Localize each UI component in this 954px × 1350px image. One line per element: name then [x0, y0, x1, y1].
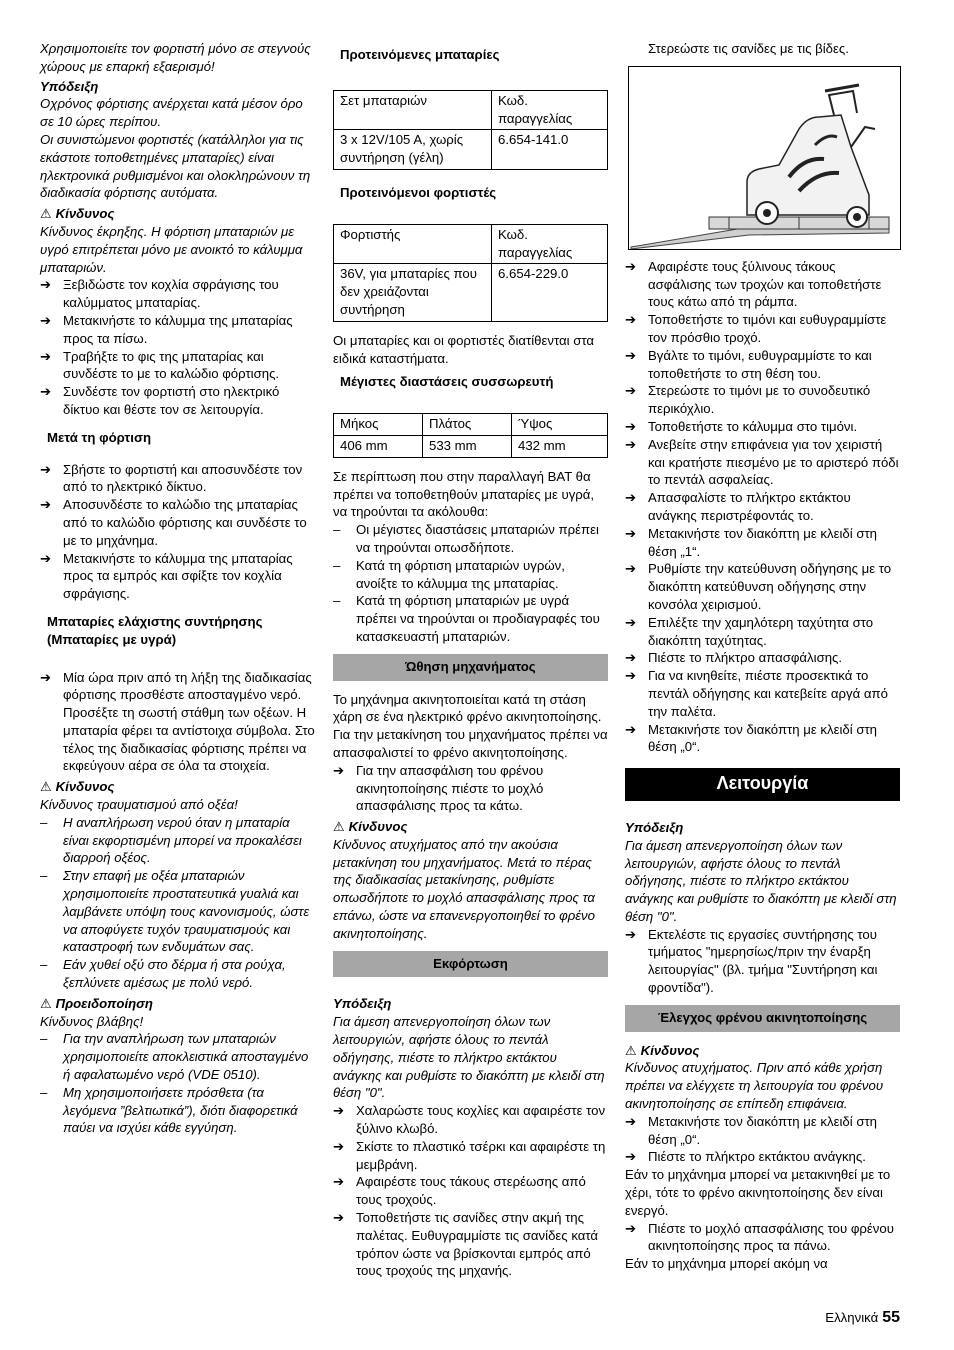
- note-text: Οχρόνος φόρτισης ανέρχεται κατά μέσον όρο σε 10 ώρες περίπου.: [40, 96, 303, 130]
- arrow-icon: ➔: [625, 525, 637, 541]
- danger-text: Κίνδυνος ατυχήματος από την ακούσια μετακίνηση του μηχανήματος. Μετά το πέρας της διαδικασίας μετακίνησης, ρυθμίστε οπωσδήποτε το μοχλό απασφάλισης προς τα επάνω, ώστε να επανενεργοποιηθεί το φρένο ακινητοποίησης.: [333, 836, 595, 941]
- fix-boards-text: Στερεώστε τις σανίδες με τις βίδες.: [648, 41, 849, 56]
- page-number: 55: [882, 1309, 900, 1326]
- dash-text: Στην επαφή με οξέα μπαταριών χρησιμοποιείτε προστατευτικά γυαλιά και λαμβάνετε υπόψη τους κανονισμούς, ώστε να αποφύγετε τυχόν τραυματισμούς και καταστροφή των ενδυμάτων σας.: [63, 868, 310, 955]
- table-cell: 406 mm: [334, 435, 423, 457]
- step: [333, 1138, 608, 1174]
- arrow-icon: ➔: [40, 277, 52, 293]
- note-label: Υπόδειξη: [333, 996, 392, 1012]
- dash-icon: –: [333, 522, 341, 538]
- table-row: [334, 414, 608, 436]
- step-text: Για την απασφάλιση του φρένου ακινητοποίησης πιέστε το μοχλό απασφάλισης προς τα κάτω.: [356, 762, 544, 814]
- table-cell: Σετ μπαταριών: [334, 90, 492, 130]
- arrow-icon: ➔: [625, 721, 637, 737]
- step: [40, 550, 315, 603]
- dash-item: [40, 867, 315, 956]
- table-cell: Πλάτος: [423, 414, 512, 436]
- step: [625, 525, 900, 561]
- arrow-icon: ➔: [625, 258, 637, 274]
- table-row: [334, 130, 608, 170]
- step: [40, 383, 315, 419]
- step: [625, 311, 900, 347]
- column-3: [625, 40, 900, 1273]
- arrow-icon: ➔: [333, 1103, 345, 1119]
- step: [625, 1220, 900, 1256]
- table-cell: Μήκος: [334, 414, 423, 436]
- arrow-icon: ➔: [625, 347, 637, 363]
- step-text: Για να κινηθείτε, πιέστε προσεκτικά το πεντάλ οδήγησης και κατεβείτε αργά από την παλέτα.: [648, 668, 888, 719]
- step: [625, 926, 900, 997]
- step-text: Τραβήξτε το φις της μπαταρίας και συνδέστε το με το καλώδιο φόρτισης.: [63, 348, 280, 382]
- step-text: Βγάλτε το τιμόνι, ευθυγραμμίστε το και τοποθετήστε το στη θέση του.: [648, 347, 872, 381]
- chargers-heading: Προτεινόμενοι φορτιστές: [340, 184, 497, 200]
- arrow-icon: ➔: [40, 384, 52, 400]
- step-text: Χαλαρώστε τους κοχλίες και αφαιρέστε τον ξύλινο κλωβό.: [356, 1103, 606, 1137]
- push-text: Το μηχάνημα ακινητοποιείται κατά τη στάση χάρη σε ένα ηλεκτρικό φρένο ακινητοποίησης. Για την μετακίνηση του μηχανήματος πρέπει να απασφαλιστεί το φρένο ακινητοποίησης.: [333, 691, 608, 760]
- step: [625, 721, 900, 757]
- note-text-2: Οι συνιστώμενοι φορτιστές (κατάλληλοι για τις εκάστοτε τοποθετημένες μπαταρίες) είναι ηλεκτρονικά ρυθμισμένοι και ολοκληρώνουν τη διαδικασία φόρτισης αυτόματα.: [40, 131, 311, 201]
- warning-icon: ⚠: [333, 819, 345, 835]
- arrow-icon: ➔: [625, 436, 637, 452]
- step: [40, 276, 315, 312]
- step: [333, 1209, 608, 1280]
- step: [625, 489, 900, 525]
- arrow-icon: ➔: [40, 497, 52, 513]
- step-text: Ανεβείτε στην επιφάνεια για τον χειριστή και κρατήστε πιεσμένο με το αριστερό πόδι το πεντάλ ασφαλείας.: [648, 436, 899, 488]
- arrow-icon: ➔: [333, 1210, 345, 1226]
- table-row: [334, 224, 608, 264]
- availability-text: Οι μπαταρίες και οι φορτιστές διατίθενται στα ειδικά καταστήματα.: [333, 332, 594, 366]
- dash-icon: –: [40, 1031, 48, 1047]
- step-text: Ρυθμίστε την κατεύθυνση οδήγησης με το διακόπτη κατεύθυνση οδήγησης στην κονσόλα χειρισμού.: [648, 561, 892, 612]
- parking-brake-check-section-bar: Έλεγχος φρένου ακινητοποίησης: [625, 1005, 900, 1032]
- step: [625, 418, 900, 436]
- step-text: Απασφαλίστε το πλήκτρο εκτάκτου ανάγκης περιστρέφοντάς το.: [648, 490, 851, 523]
- dimensions-heading: Μέγιστες διαστάσεις συσσωρευτή: [340, 374, 554, 390]
- danger-text: Κίνδυνος έκρηξης. Η φόρτιση μπαταριών με υγρό επιτρέπεται μόνο με ανοικτό το κάλυμμα μπαταριών.: [40, 223, 303, 275]
- dash-icon: –: [40, 814, 48, 830]
- arrow-icon: ➔: [40, 348, 52, 364]
- unloading-section-bar: Εκφόρτωση: [333, 951, 608, 978]
- dash-icon: –: [40, 1084, 48, 1100]
- dash-text: Οι μέγιστες διαστάσεις μπαταριών πρέπει να τηρούνται οπωσδήποτε.: [356, 522, 599, 555]
- danger-label: Κίνδυνος: [55, 206, 115, 222]
- step-text: Πιέστε το μοχλό απασφάλισης του φρένου ακινητοποίησης προς τα πάνω.: [648, 1220, 894, 1254]
- arrow-icon: ➔: [625, 668, 637, 684]
- arrow-icon: ➔: [40, 312, 52, 328]
- step-text: Τοποθετήστε τις σανίδες στην ακμή της παλέτας. Ευθυγραμμίστε τις σανίδες κατά τρόπον ώστε να βρίσκονται εμπρός από τους τροχούς της μηχανής.: [356, 1210, 599, 1279]
- danger-text: Κίνδυνος ατυχήματος. Πριν από κάθε χρήση πρέπει να ελέγχετε τη λειτουργία του φρένου ακινητοποίησης σε επίπεδη επιφάνεια.: [625, 1060, 884, 1112]
- dash-text: Κατά τη φόρτιση μπαταριών υγρών, ανοίξτε το κάλυμμα της μπαταρίας.: [356, 557, 565, 591]
- brake-text: Εάν το μηχάνημα μπορεί να μετακινηθεί με το χέρι, τότε το φρένο ακινητοποίησης δεν είναι ενεργό.: [625, 1167, 891, 1218]
- danger-heading: [625, 1042, 900, 1060]
- dash-text: Κατά τη φόρτιση μπαταριών με υγρά πρέπει να τηρούνται οι προδιαγραφές του κατασκευαστή μπαταριών.: [356, 593, 600, 644]
- step-text: Μετακινήστε το κάλυμμα της μπαταρίας προς τα πίσω.: [63, 312, 293, 346]
- step-text: Μετακινήστε τον διακόπτη με κλειδί στη θέση „0“.: [648, 721, 878, 755]
- low-maintenance-heading: [47, 613, 315, 649]
- warning-icon: ⚠: [40, 206, 52, 222]
- step-text: Μετακινήστε τον διακόπτη με κλειδί στη θέση „1“.: [648, 525, 878, 559]
- arrow-icon: ➔: [625, 1220, 637, 1236]
- step-text: Εκτελέστε τις εργασίες συντήρησης του τμήματος "ημερησίως/πριν την έναρξη λειτουργίας" (βλ. τμήμα "Συντήρηση και φροντίδα").: [648, 926, 878, 996]
- step: [40, 496, 315, 549]
- arrow-icon: ➔: [40, 550, 52, 566]
- column-1: [40, 40, 315, 1137]
- step-text: Μετακινήστε τον διακόπτη με κλειδί στη θέση „0“.: [648, 1113, 878, 1147]
- step: [625, 347, 900, 383]
- step: [625, 614, 900, 650]
- dash-item: [40, 1084, 315, 1137]
- step-text: Πιέστε το πλήκτρο απασφάλισης.: [648, 650, 843, 666]
- arrow-icon: ➔: [333, 762, 345, 778]
- step: [40, 461, 315, 497]
- batteries-table: [333, 90, 608, 170]
- table-cell: Φορτιστής: [334, 224, 492, 264]
- dash-item: [333, 521, 608, 557]
- caution-heading: [40, 995, 315, 1013]
- dash-item: [333, 592, 608, 645]
- dash-item: [333, 557, 608, 593]
- danger-heading: [40, 205, 315, 223]
- arrow-icon: ➔: [625, 650, 637, 666]
- arrow-icon: ➔: [625, 418, 637, 434]
- arrow-icon: ➔: [625, 312, 637, 328]
- danger-label: Κίνδυνος: [348, 819, 408, 835]
- table-cell: 533 mm: [423, 435, 512, 457]
- step: [625, 382, 900, 418]
- danger-heading: [333, 818, 608, 836]
- dash-icon: –: [40, 957, 48, 973]
- machine-unloading-figure: [628, 66, 901, 250]
- note-label: Υπόδειξη: [625, 819, 684, 835]
- arrow-icon: ➔: [625, 490, 637, 506]
- step: [40, 348, 315, 384]
- step: [625, 1148, 900, 1166]
- table-cell: 3 x 12V/105 A, χωρίς συντήρηση (γέλη): [334, 130, 492, 170]
- warning-icon: ⚠: [625, 1042, 637, 1058]
- arrow-icon: ➔: [625, 1149, 637, 1165]
- arrow-icon: ➔: [333, 1174, 345, 1190]
- step-text: Τοποθετήστε το κάλυμμα στο τιμόνι.: [648, 418, 858, 434]
- chargers-table: [333, 224, 608, 322]
- step: [625, 560, 900, 613]
- intro-text: Χρησιμοποιείτε τον φορτιστή μόνο σε στεγνούς χώρους με επαρκή εξαερισμό!: [40, 41, 311, 74]
- arrow-icon: ➔: [40, 669, 52, 685]
- arrow-icon: ➔: [625, 614, 637, 630]
- step-text: Συνδέστε τον φορτιστή στο ηλεκτρικό δίκτυο και θέστε τον σε λειτουργία.: [63, 384, 280, 417]
- dash-icon: –: [40, 868, 48, 884]
- step-text: Πιέστε το πλήκτρο εκτάκτου ανάγκης.: [648, 1149, 866, 1165]
- arrow-icon: ➔: [333, 1138, 345, 1154]
- table-row: [334, 264, 608, 321]
- warning-icon: ⚠: [40, 779, 52, 795]
- table-cell: 36V, για μπαταρίες που δεν χρειάζονται συντήρηση: [334, 264, 492, 321]
- arrow-icon: ➔: [625, 561, 637, 577]
- step: [333, 1102, 608, 1138]
- dash-item: [40, 814, 315, 867]
- heading-line-2: (Μπαταρίες με υγρά): [47, 631, 177, 647]
- table-cell: Ύψος: [512, 414, 608, 436]
- arrow-icon: ➔: [625, 383, 637, 399]
- step-text: Στερεώστε το τιμόνι με το συνοδευτικό περικόχλιο.: [648, 383, 871, 417]
- step-text: Αφαιρέστε τους ξύλινους τάκους ασφάλισης των τροχών και τοποθετήστε τους κάτω από τη ράμπα.: [648, 258, 882, 310]
- push-machine-section-bar: Ώθηση μηχανήματος: [333, 654, 608, 681]
- operation-section-bar: Λειτουργία: [625, 768, 900, 801]
- step-text: Επιλέξτε την χαμηλότερη ταχύτητα στο διακόπτη ταχύτητας.: [648, 614, 874, 648]
- step-text: Μία ώρα πριν από τη λήξη της διαδικασίας φόρτισης προσθέστε αποσταγμένο νερό. Προσέξτε τη σωστή στάθμη των οξέων. Η μπαταρία φέρει τα αντίστοιχα σύμβολα. Στο τέλος της διαδικασίας φόρτισης πρέπει να εκφεύγουν αέρα σε όλα τα στοιχεία.: [63, 669, 315, 774]
- step: [625, 258, 900, 311]
- batteries-heading: Προτεινόμενες μπαταρίες: [340, 47, 500, 62]
- dash-item: [40, 956, 315, 992]
- dash-text: Για την αναπλήρωση των μπαταριών χρησιμοποιείτε αποκλειστικά αποσταγμένο ή αφαλατωμένο νερό (VDE 0510).: [63, 1031, 309, 1083]
- after-charging-heading: Μετά τη φόρτιση: [47, 429, 152, 445]
- step-text: Ξεβιδώστε τον κοχλία σφράγισης του καλύμματος μπαταρίας.: [63, 277, 279, 311]
- dash-text: Η αναπλήρωση νερού όταν η μπαταρία είναι εκφορτισμένη μπορεί να προκαλέσει διαρροή οξέος.: [63, 814, 302, 866]
- caution-label: Προειδοποίηση: [55, 995, 153, 1011]
- note-label: Υπόδειξη: [40, 78, 99, 94]
- step: [333, 1173, 608, 1209]
- replace-text: Σε περίπτωση που στην παραλλαγή BAT θα πρέπει να τοποθετηθούν μπαταρίες με υγρά, να τηρούνται τα ακόλουθα:: [333, 468, 595, 520]
- caution-text: Κίνδυνος βλάβης!: [40, 1013, 144, 1029]
- step: [625, 1113, 900, 1149]
- arrow-icon: ➔: [40, 461, 52, 477]
- step: [625, 649, 900, 667]
- dash-icon: –: [333, 593, 341, 609]
- step-text: Αφαιρέστε τους τάκους στερέωσης από τους τροχούς.: [356, 1174, 586, 1208]
- dash-item: [40, 1030, 315, 1083]
- step-text: Αποσυνδέστε το καλώδιο της μπαταρίας από το καλώδιο φόρτισης και συνδέστε το με το μηχάνημα.: [63, 497, 307, 548]
- table-row: [334, 90, 608, 130]
- warning-icon: ⚠: [40, 995, 52, 1011]
- step: [40, 669, 315, 776]
- table-cell: 6.654-141.0: [492, 130, 608, 170]
- heading-line-1: Μπαταρίες ελάχιστης συντήρησης: [47, 613, 263, 629]
- dash-text: Μη χρησιμοποιήσετε πρόσθετα (τα λεγόμενα ”βελτιωτικά”), διότι διαφορετικά παύει να ισχύει κάθε εγγύηση.: [63, 1084, 298, 1136]
- note-text: Για άμεση απενεργοποίηση όλων των λειτουργιών, αφήστε όλους το πεντάλ οδήγησης, πιέστε το πλήκτρο εκτάκτου ανάγκης και ρυθμίστε το διακόπτη με κλειδί στη θέση "0".: [625, 837, 897, 924]
- dimensions-table: [333, 413, 608, 458]
- column-2: [333, 40, 608, 1280]
- step: [625, 667, 900, 720]
- note-text: Για άμεση απενεργοποίηση όλων των λειτουργιών, αφήστε όλους το πεντάλ οδήγησης, πιέστε το πλήκτρο εκτάκτου ανάγκης και ρυθμίστε το διακόπτη με κλειδί στη θέση "0".: [333, 1014, 605, 1101]
- step: [625, 436, 900, 489]
- step: [333, 762, 608, 815]
- table-cell: Κωδ. παραγγελίας: [492, 224, 608, 264]
- danger-label: Κίνδυνος: [55, 779, 115, 795]
- danger-text: Κίνδυνος τραυματισμού από οξέα!: [40, 797, 238, 813]
- danger-label: Κίνδυνος: [640, 1042, 700, 1058]
- dash-text: Εάν χυθεί οξύ στο δέρμα ή στα ρούχα, ξεπλύνετε αμέσως με πολύ νερό.: [63, 957, 286, 991]
- arrow-icon: ➔: [625, 926, 637, 942]
- step-text: Μετακινήστε το κάλυμμα της μπαταρίας προς τα εμπρός και σφίξτε τον κοχλία σφράγισης.: [63, 550, 293, 602]
- table-cell: 6.654-229.0: [492, 264, 608, 321]
- page-footer: [825, 1309, 900, 1327]
- footer-language: Ελληνικά: [825, 1310, 879, 1325]
- danger-heading: [40, 778, 315, 796]
- step-text: Τοποθετήστε το τιμόνι και ευθυγραμμίστε τον πρόσθιο τροχό.: [648, 312, 887, 345]
- table-row: [334, 435, 608, 457]
- step-text: Σβήστε το φορτιστή και αποσυνδέστε τον από το ηλεκτρικό δίκτυο.: [63, 461, 303, 495]
- arrow-icon: ➔: [625, 1113, 637, 1129]
- table-cell: 432 mm: [512, 435, 608, 457]
- table-cell: Κωδ. παραγγελίας: [492, 90, 608, 130]
- machine-on-pallet-illustration: [629, 67, 900, 249]
- brake-text-continued: Εάν το μηχάνημα μπορεί ακόμη να: [625, 1256, 828, 1272]
- step: [40, 312, 315, 348]
- dash-icon: –: [333, 557, 341, 573]
- step-text: Σκίστε το πλαστικό τσέρκι και αφαιρέστε τη μεμβράνη.: [356, 1138, 606, 1172]
